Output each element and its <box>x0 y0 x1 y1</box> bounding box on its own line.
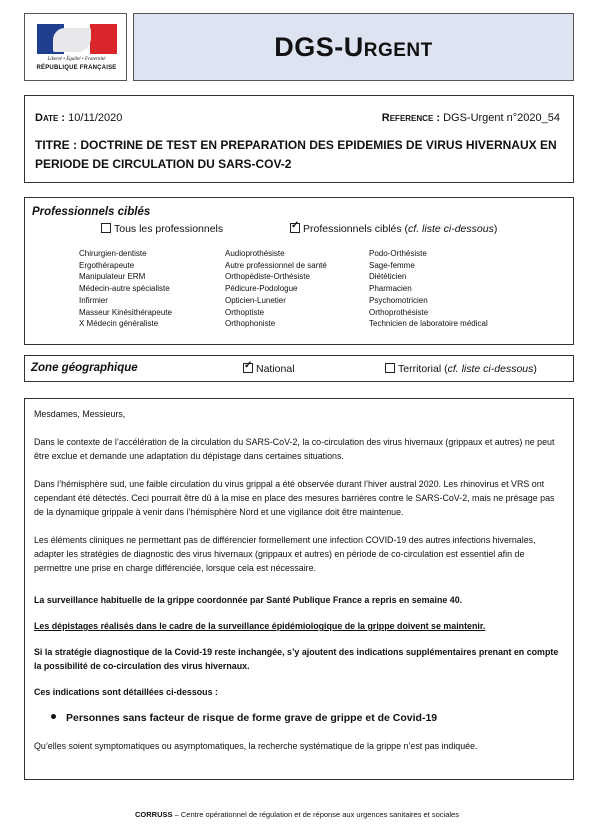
republic-motto: Liberté • Égalité • Fraternité <box>47 57 106 62</box>
reference-line <box>382 112 560 124</box>
targeted-professionals-checkbox[interactable] <box>290 223 300 233</box>
targeted-label-italic: cf. liste ci-dessous <box>408 223 494 235</box>
profession-item: Opticien-Lunetier <box>225 295 286 305</box>
greeting: Mesdames, Messieurs, <box>34 409 126 419</box>
paragraph-7: Ces indications sont détaillées ci-dessous : <box>34 687 218 697</box>
marianne-logo <box>24 13 127 81</box>
profession-item: Diététicien <box>369 272 407 282</box>
paragraph-4: La surveillance habituelle de la grippe coordonnée par Santé Publique France a repris en semaine 40. <box>34 595 463 605</box>
territorial-label-italic: cf. liste ci-dessous <box>447 363 534 375</box>
professions-column-2 <box>225 248 327 330</box>
footer-org: CORRUSS <box>135 810 173 819</box>
profession-item: Orthoptiste <box>225 307 265 317</box>
national-checkbox[interactable] <box>243 363 253 373</box>
republic-name: RÉPUBLIQUE FRANÇAISE <box>36 65 117 71</box>
targeted-professionals-option[interactable] <box>290 223 497 235</box>
profession-item: Audioprothésiste <box>225 249 285 258</box>
date-line <box>35 112 122 124</box>
territorial-checkbox[interactable] <box>385 363 395 373</box>
bullet-text: Personnes sans facteur de risque de forme grave de grippe et de Covid-19 <box>66 712 438 724</box>
header-banner <box>133 13 574 81</box>
page-title: DGS-Urgent <box>274 32 433 62</box>
profession-item: Orthophoniste <box>225 319 276 329</box>
professions-column-3 <box>369 248 488 330</box>
footer <box>0 810 594 819</box>
targeted-label-prefix: Professionnels ciblés ( <box>303 223 409 235</box>
profession-item: Pharmacien <box>369 284 412 294</box>
meta-box <box>24 95 574 183</box>
national-label: National <box>256 363 295 375</box>
profession-item: Infirmier <box>79 295 108 305</box>
reference-value: DGS-Urgent n°2020_54 <box>443 112 560 124</box>
profession-item: Psychomotricien <box>369 295 428 305</box>
profession-item: Chirurgien-dentiste <box>79 249 147 258</box>
reference-label: Reference : <box>381 112 441 124</box>
profession-item: Orthoprothésiste <box>369 307 429 317</box>
paragraph-3: Les éléments cliniques ne permettant pas de différencier formellement une infection COVID-19 des autres infections hivernales, adapter les stratégies de diagnostic des virus hivernaux (grippaux et autres) en période de co-circulation est essentiel afin de permettre une prise en charge différenciée, lorsque cela est nécessaire. <box>34 535 536 573</box>
date-value: 10/11/2020 <box>68 112 123 124</box>
zone-heading: Zone géographique <box>31 362 138 374</box>
profession-item: Ergothérapeute <box>79 260 135 270</box>
territorial-option[interactable] <box>385 363 537 375</box>
document-title: TITRE : DOCTRINE DE TEST EN PREPARATION DES EPIDEMIES DE VIRUS HIVERNAUX EN PERIODE DE CIRCULATION DU SARS-COV-2 <box>35 138 557 171</box>
paragraph-6: Si la stratégie diagnostique de la Covid-19 reste inchangée, s’y ajoutent des indications supplémentaires prenant en compte la possibilité de co-circulation des virus hivernaux. <box>34 647 559 671</box>
bullet-item <box>51 712 437 724</box>
profession-item: Manipulateur ERM <box>79 272 146 282</box>
all-professionals-checkbox[interactable] <box>101 223 111 233</box>
paragraph-1: Dans le contexte de l’accélération de la circulation du SARS-CoV-2, la co-circulation des virus hivernaux (grippaux et autres) ne peut être exclue et demande une adaptation du dépistage dans certaines situations. <box>34 437 555 461</box>
all-professionals-label: Tous les professionnels <box>114 223 224 235</box>
paragraph-2: Dans l’hémisphère sud, une faible circulation du virus grippal a été observée durant l’hiver austral 2020. Les rhinovirus et VRS ont cependant été détectés. Ceci pourrait être dû à la mise en place des mesures barrières contre le SARS-CoV-2, mais ne présage pas de la dynamique grippale à venir dans l’hémisphère Nord et une vigilance doit être maintenue. <box>34 479 555 517</box>
date-label: Date : <box>35 112 66 124</box>
territorial-label-prefix: Territorial ( <box>398 363 448 375</box>
profession-item: X Médecin généraliste <box>79 319 159 329</box>
professions-column-1 <box>79 248 172 330</box>
zone-box <box>24 355 574 382</box>
marianne-flag-icon <box>37 24 117 54</box>
national-option[interactable] <box>243 363 295 375</box>
profession-item: Autre professionnel de santé <box>225 260 327 270</box>
profession-item: Pédicure-Podologue <box>225 284 298 294</box>
targeted-label-suffix: ) <box>493 223 498 235</box>
footer-text: – Centre opérationnel de régulation et de réponse aux urgences sanitaires et sociales <box>172 810 459 819</box>
profession-item: Médecin-autre spécialiste <box>79 284 170 294</box>
all-professionals-option[interactable] <box>101 223 223 235</box>
professionals-box <box>24 197 574 345</box>
professionals-heading: Professionnels ciblés <box>32 206 151 218</box>
bullet-icon <box>51 714 56 719</box>
paragraph-5: Les dépistages réalisés dans le cadre de la surveillance épidémiologique de la grippe doivent se maintenir. <box>34 621 486 631</box>
profession-item: Podo-Orthésiste <box>369 249 427 258</box>
profession-item: Sage-femme <box>369 260 415 270</box>
paragraph-8: Qu’elles soient symptomatiques ou asymptomatiques, la recherche systématique de la grippe n’est pas indiquée. <box>34 741 478 751</box>
profession-item: Technicien de laboratoire médical <box>369 319 488 329</box>
message-body <box>24 398 574 780</box>
profession-item: Masseur Kinésithérapeute <box>79 307 172 317</box>
profession-item: Orthopédiste-Orthésiste <box>225 272 310 282</box>
territorial-label-suffix: ) <box>533 363 537 375</box>
